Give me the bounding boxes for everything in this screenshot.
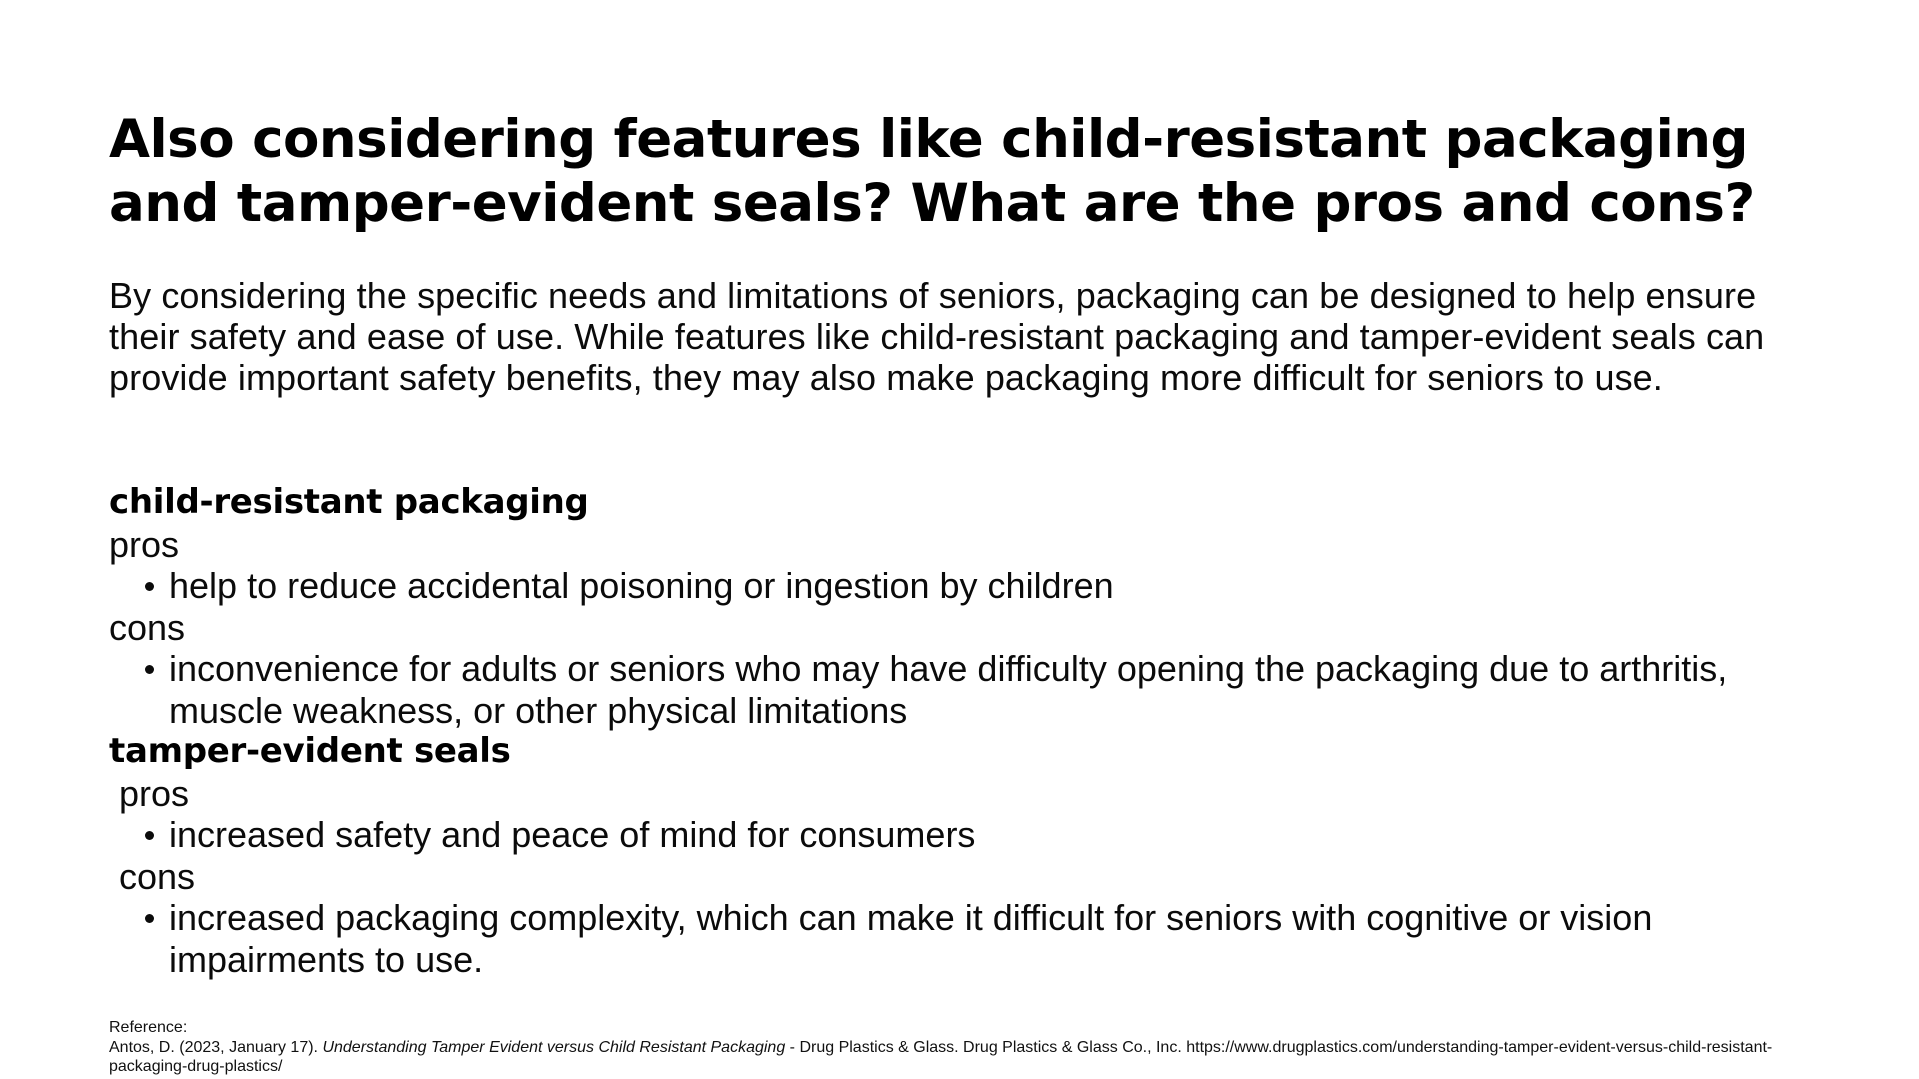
pros-list: [109, 565, 1829, 607]
section-heading: child-resistant packaging: [109, 482, 589, 522]
list-item: increased safety and peace of mind for consumers: [169, 814, 1829, 856]
reference-source: - Drug Plastics & Glass. Drug Plastics & Glass Co., Inc. https://www.drugplastics.com/understanding-tamper-evident-versus-child-resistant-packaging-drug-plastics/: [109, 1038, 1773, 1075]
cons-list: [109, 648, 1829, 731]
pros-list: [109, 814, 1829, 856]
list-item: inconvenience for adults or seniors who may have difficulty opening the packaging due to arthritis, muscle weakness, or other physical limitations: [169, 648, 1829, 731]
reference-block: [109, 1018, 1829, 1077]
section-heading: tamper-evident seals: [109, 731, 511, 771]
intro-paragraph: By considering the specific needs and limitations of seniors, packaging can be designed to help ensure their safety and ease of use. While features like child-resistant packaging and tamper-evident seals can provide important safety benefits, they may also make packaging more difficult for seniors to use.: [109, 275, 1765, 398]
pros-cons-list: [109, 482, 1829, 980]
pros-label: pros: [109, 523, 180, 565]
list-item: help to reduce accidental poisoning or ingestion by children: [169, 565, 1829, 607]
section-child-resistant: [109, 482, 1829, 731]
cons-label: cons: [119, 855, 196, 897]
cons-label: cons: [109, 606, 186, 648]
reference-citation: [109, 1038, 1829, 1077]
list-item: increased packaging complexity, which can make it difficult for seniors with cognitive or vision impairments to use.: [169, 897, 1829, 980]
reference-author-date: Antos, D. (2023, January 17).: [109, 1038, 323, 1056]
cons-list: [109, 897, 1829, 980]
section-tamper-evident: [109, 731, 1829, 980]
reference-work-title: Understanding Tamper Evident versus Child Resistant Packaging: [322, 1038, 786, 1056]
reference-label: Reference:: [109, 1019, 188, 1036]
slide-title: Also considering features like child-resistant packaging and tamper-evident seals? What are the pros and cons?: [109, 109, 1755, 234]
pros-label: pros: [119, 772, 190, 814]
